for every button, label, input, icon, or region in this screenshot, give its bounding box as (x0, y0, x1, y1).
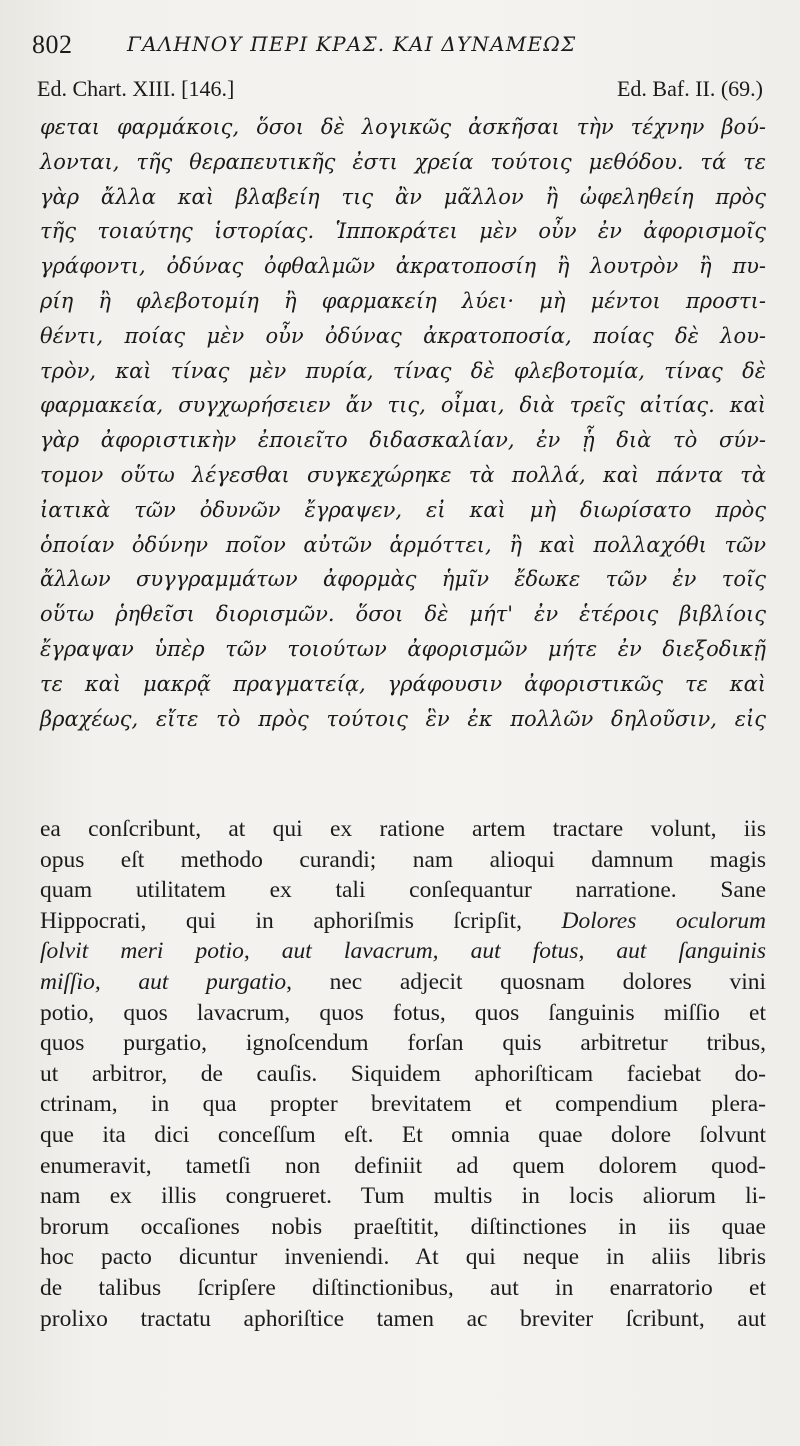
greek-text-line: οὕτω ῥηθεῖσι διορισμῶν. ὅσοι δὲ μήτ' ἐν ἑτέροις βιβλίοις (40, 602, 766, 627)
greek-text-line: τε καὶ μακρᾷ πραγματείᾳ, γράφουσιν ἀφοριστικῶς τε καὶ (40, 671, 766, 696)
latin-text-line (40, 1273, 766, 1304)
latin-text-line (40, 1151, 766, 1182)
italic-run: Dolores oculorum (561, 907, 766, 934)
text-run: prolixo tractatu aphoriſtice tamen ac breviter ſcribunt, aut (40, 1305, 766, 1332)
greek-text-line: ἄλλων συγγραμμάτων ἀφορμὰς ἡμῖν ἔδωκε τῶν ἐν τοῖς (40, 567, 766, 592)
edition-chartier: Ed. Chart. XIII. [146.] (37, 76, 235, 101)
latin-text-line (40, 1181, 766, 1212)
greek-text-block (40, 110, 766, 736)
greek-text-line: ἰατικὰ τῶν ὀδυνῶν ἔγραψεν, εἰ καὶ μὴ διωρίσατο πρὸς (40, 497, 766, 522)
greek-text-line: φαρμακεία, συγχωρήσειεν ἄν τις, οἶμαι, διὰ τρεῖς αἰτίας. καὶ (40, 393, 766, 418)
italic-run: miſſio, aut purgatio (40, 968, 287, 995)
running-title: ΓΑΛΗΝΟΥ ΠΕΡΙ ΚΡΑΣ. ΚΑΙ ΔΥΝΑΜΕΩΣ (127, 32, 577, 56)
text-run: quam utilitatem ex tali conſequantur narratione. Sane (40, 877, 766, 904)
latin-text-line (40, 1089, 766, 1120)
edition-reference-line (37, 76, 763, 106)
text-run: potio, quos lavacrum, quos fotus, quos ſanguinis miſſio et (40, 999, 766, 1026)
show-through-text (20, 752, 780, 792)
latin-text-line (40, 1120, 766, 1151)
latin-text-line (40, 1212, 766, 1243)
latin-text-line (40, 875, 766, 906)
edition-basel: Ed. Baf. II. (69.) (616, 76, 763, 101)
latin-text-line (40, 1304, 766, 1335)
latin-text-line (40, 845, 766, 876)
greek-text-line: γὰρ ἄλλα καὶ βλαβείη τις ἂν μᾶλλον ἢ ὠφεληθείη πρὸς (40, 184, 766, 209)
text-run: ctrinam, in qua propter brevitatem et compendium plera- (40, 1091, 766, 1118)
text-run: Hippocrati, qui in aphoriſmis ſcripſit, (40, 907, 562, 934)
greek-text-line: γράφοντι, ὀδύνας ὀφθαλμῶν ἀκρατοποσίη ἢ λουτρὸν ἢ πυ- (40, 254, 766, 279)
greek-text-line: ἔγραψαν ὑπὲρ τῶν τοιούτων ἀφορισμῶν μήτε ἐν διεξοδικῇ (40, 636, 766, 661)
italic-run: ſolvit meri potio, aut lavacrum, aut fotus, aut ſanguinis (40, 938, 766, 965)
text-run: hoc pacto dicuntur inveniendi. At qui neque in aliis libris (40, 1244, 766, 1271)
latin-text-block (40, 814, 766, 1334)
greek-text-line: λονται, τῆς θεραπευτικῆς ἐστι χρεία τούτοις μεθόδου. τά τε (40, 149, 766, 174)
greek-text-line: τῆς τοιαύτης ἱστορίας. Ἱπποκράτει μὲν οὖν ἐν ἀφορισμοῖς (40, 219, 766, 244)
greek-text-line: τρὸν, καὶ τίνας μὲν πυρία, τίνας δὲ φλεβοτομία, τίνας δὲ (40, 358, 766, 383)
text-run: ut arbitror, de cauſis. Siquidem aphoriſticam faciebat do- (40, 1060, 766, 1087)
text-run: , nec adjecit quosnam dolores vini (286, 968, 766, 995)
greek-text-line: θέντι, ποίας μὲν οὖν ὀδύνας ἀκρατοποσία, ποίας δὲ λου- (40, 323, 766, 348)
greek-text-line: γὰρ ἀφοριστικὴν ἐποιεῖτο διδασκαλίαν, ἐν ᾗ διὰ τὸ σύν- (40, 428, 766, 453)
latin-text-line (40, 1242, 766, 1273)
page-number: 802 (32, 30, 73, 59)
greek-text-line: φεται φαρμάκοις, ὅσοι δὲ λογικῶς ἀσκῆσαι τὴν τέχνην βού- (40, 115, 766, 139)
text-run: que ita dici conceſſum eſt. Et omnia quae dolore ſolvunt (40, 1121, 766, 1148)
latin-text-line (40, 906, 766, 937)
text-run: nam ex illis congrueret. Tum multis in locis aliorum li- (40, 1183, 766, 1210)
latin-text-line (40, 936, 766, 967)
text-run: de talibus ſcripſere diſtinctionibus, aut in enarratorio et (40, 1274, 766, 1301)
text-run: brorum occaſiones nobis praeſtitit, diſtinctiones in iis quae (40, 1213, 766, 1240)
latin-text-line (40, 1059, 766, 1090)
latin-text-line (40, 1028, 766, 1059)
text-run: ea conſcribunt, at qui ex ratione artem tractare volunt, iis (40, 816, 766, 842)
text-run: opus eſt methodo curandi; nam alioqui damnum magis (40, 846, 766, 873)
greek-text-line: βραχέως, εἴτε τὸ πρὸς τούτοις ἓν ἐκ πολλῶν δηλοῦσιν, εἰς (40, 706, 766, 731)
text-run: enumeravit, tametſi non definiit ad quem dolorem quod- (40, 1152, 766, 1179)
latin-text-line (40, 814, 766, 845)
greek-text-line: ρίη ἢ φλεβοτομίη ἢ φαρμακείη λύει· μὴ μέντοι προστι- (40, 288, 766, 313)
page-header (32, 28, 772, 62)
greek-text-line: τομον οὕτω λέγεσθαι συγκεχώρηκε τὰ πολλά, καὶ πάντα τὰ (40, 462, 766, 487)
greek-text-line: ὁποίαν ὀδύνην ποῖον αὐτῶν ἁρμόττει, ἢ καὶ πολλαχόθι τῶν (40, 532, 766, 557)
latin-text-line (40, 967, 766, 998)
latin-text-line (40, 998, 766, 1029)
text-run: quos purgatio, ignoſcendum forſan quis arbitretur tribus, (40, 1030, 766, 1057)
